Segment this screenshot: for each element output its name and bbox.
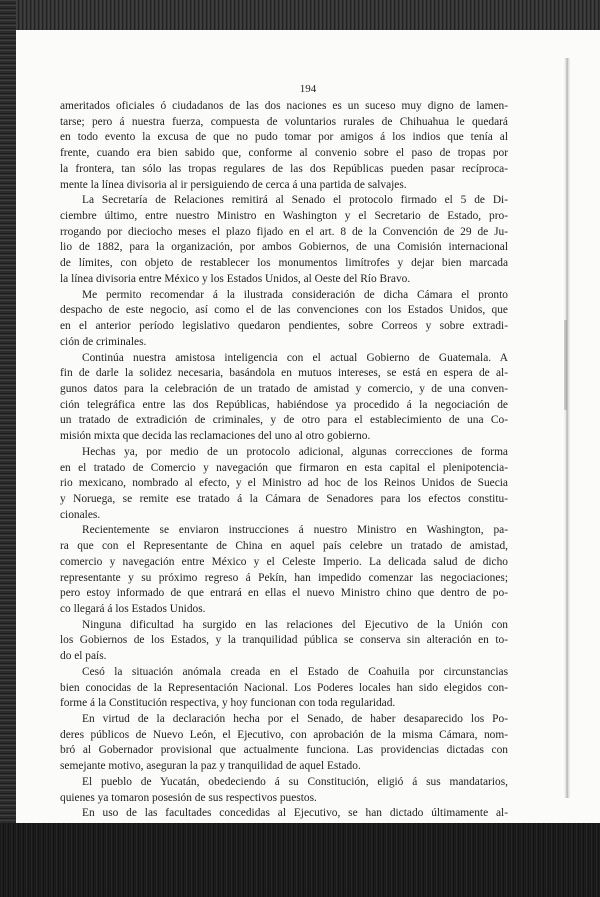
- text-line: ra que con el Representante de China en aquel país celebre un tratado de amistad,: [60, 540, 508, 553]
- page-number: 194: [299, 83, 317, 95]
- text-line: En virtud de la declaración hecha por el Senado, de haber desaparecido los Po-: [82, 713, 508, 726]
- text-line: en todo evento la excusa de que no pudo tomar por amigos á los indios que tenía al: [60, 131, 508, 144]
- text-line: un tratado de extradición de criminales, y de otro para el establecimiento de una Co-: [60, 414, 508, 427]
- text-line: En uso de las facultades concedidas al Ejecutivo, se han dictado últimamente al-: [82, 807, 508, 820]
- text-line: ameritados oficiales ó ciudadanos de las dos naciones es un suceso muy digno de lamen-: [60, 100, 508, 112]
- text-line: despacho de este negocio, así como el de las convenciones con los Estados Unidos, que: [60, 304, 508, 317]
- text-line: bró al Gobernador provisional que actualmente funciona. Las providencias dictadas con: [60, 744, 508, 757]
- text-line: fin de darle la solidez necesaria, basándola en mutuos intereses, se está en espera de al-: [60, 367, 508, 380]
- text-line: cionales.: [60, 508, 101, 521]
- text-line: la línea divisoria entre México y los Estados Unidos, al Oeste del Río Bravo.: [60, 272, 411, 285]
- scanned-page: [16, 30, 600, 823]
- text-line: deres públicos de Nuevo León, el Ejecutivo, con aprobación de la misma Cámara, nom-: [60, 728, 508, 741]
- scan-border-top: [0, 0, 600, 30]
- text-line: misión mixta que decida las reclamaciones del uno al otro gobierno.: [60, 430, 371, 443]
- text-line: representante y su próximo regreso á Pekín, han impedido comenzar las negociaciones;: [60, 571, 508, 584]
- text-line: en el tratado de Comercio y navegación que firmaron en esta capital el plenipotencia-: [60, 461, 508, 474]
- text-line: tarse; pero á nuestra fuerza, compuesta de voluntarios rurales de Chihuahua le quedará: [60, 115, 508, 128]
- text-line: mente la línea divisoria al ir persiguiendo de cerca á una partida de salvajes.: [60, 178, 407, 191]
- text-line: frente, cuando era bien sabido que, conforme al convenio sobre el paso de tropas por: [60, 147, 508, 160]
- text-line: comercio y navegación entre México y el Celeste Imperio. La delicada salud de dicho: [60, 555, 508, 568]
- text-line: ción de criminales.: [60, 335, 147, 348]
- text-line: semejante motivo, aseguran la paz y tranquilidad de aquel Estado.: [60, 760, 361, 773]
- text-line: Me permito recomendar á la ilustrada consideración de dicha Cámara el pronto: [82, 288, 508, 301]
- text-line: Hechas ya, por medio de un protocolo adicional, algunas correcciones de forma: [82, 445, 508, 458]
- text-line: Cesó la situación anómala creada en el Estado de Coahuila por circunstancias: [82, 665, 508, 678]
- text-line: Continúa nuestra amistosa inteligencia con el actual Gobierno de Guatemala. A: [82, 351, 508, 364]
- text-line: bien conocidas de la Representación Nacional. Los Poderes locales han sido elegidos con-: [60, 681, 508, 694]
- text-line: de límites, con objeto de restablecer los monumentos limítrofes y dejar bien marcada: [60, 257, 508, 270]
- text-line: Ninguna dificultad ha surgido en las relaciones del Ejecutivo de la Unión con: [82, 618, 508, 631]
- text-line: ción telegráfica entre las dos Repúblicas, habiéndose ya procedido á la negociación de: [60, 398, 508, 411]
- text-line: la frontera, tan sólo las tropas regulares de las dos Repúblicas pueden pasar recíproca-: [60, 162, 508, 175]
- text-line: y Noruega, se remite ese tratado á la Cámara de Senadores para los efectos constitu-: [60, 492, 508, 505]
- page-edge-shadow: [564, 58, 570, 798]
- text-line: gunos datos para la celebración de un tratado de amistad y comercio, y de una conven-: [60, 382, 508, 395]
- text-line: rrogando por dieciocho meses el plazo fijado en el art. 8 de la Convención de 29 de Ju-: [60, 225, 508, 238]
- text-line: La Secretaría de Relaciones remitirá al Senado el protocolo firmado el 5 de Di-: [82, 194, 508, 207]
- text-line: los Gobiernos de los Estados, y la tranquilidad pública se conserva sin alteración en to-: [60, 634, 508, 647]
- body-text: [60, 99, 508, 822]
- text-line: quienes ya tomaron posesión de sus respectivos puestos.: [60, 791, 317, 804]
- text-line: co llegará á los Estados Unidos.: [60, 603, 206, 615]
- text-line: lio de 1882, para la organización, por ambos Gobiernos, de una Comisión internacional: [60, 241, 508, 254]
- text-line: en el anterior período legislativo quedaron pendientes, sobre Correos y sobre extradi-: [60, 320, 508, 333]
- text-line: pero estoy informado de que entrará en ellas el nuevo Ministro chino que dentro de po-: [60, 587, 508, 600]
- text-line: Recientemente se enviaron instrucciones á nuestro Ministro en Washington, pa-: [82, 524, 508, 537]
- scan-border-bottom: [0, 823, 600, 897]
- page-edge-mark: [564, 320, 567, 410]
- text-line: El pueblo de Yucatán, obedeciendo á su Constitución, eligió á sus mandatarios,: [82, 775, 508, 788]
- text-line: rio mexicano, nombrado al efecto, y el Ministro ad hoc de los Reinos Unidos de Suecia: [60, 477, 508, 490]
- scan-border-left: [0, 0, 16, 897]
- text-line: ciembre último, entre nuestro Ministro en Washington y el Secretario de Estado, pro-: [60, 210, 508, 223]
- text-line: do el país.: [60, 650, 107, 663]
- text-line: forme á la Constitución respectiva, y hoy funcionan con toda regularidad.: [60, 697, 396, 710]
